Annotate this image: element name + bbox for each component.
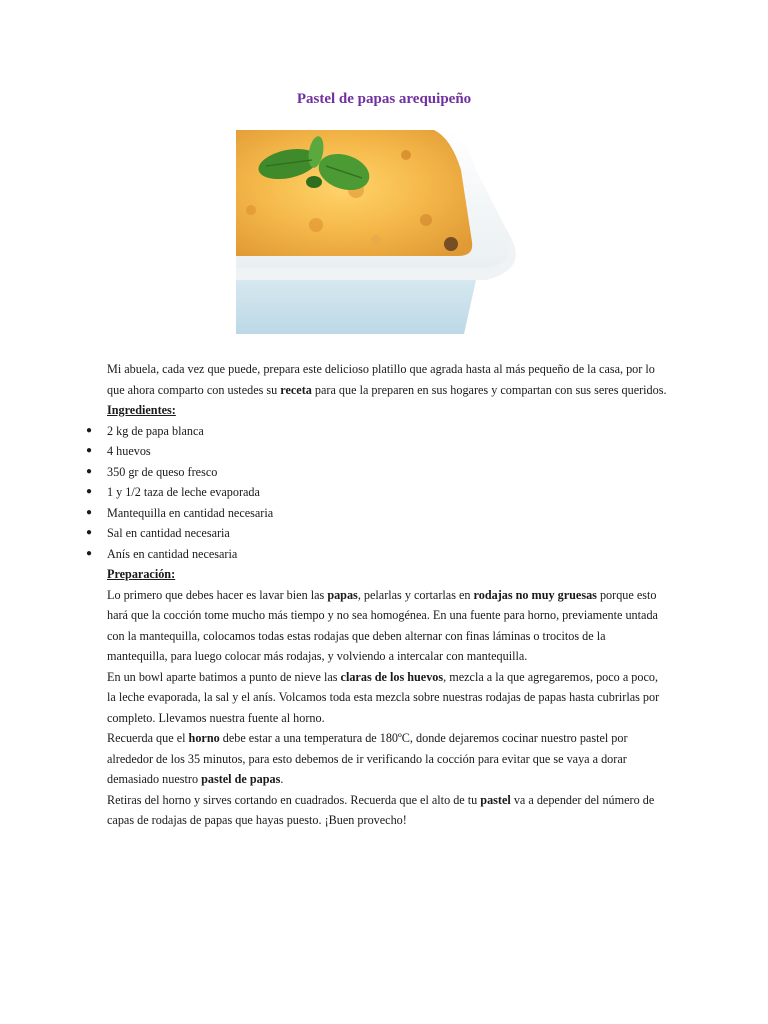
ingredient-item [86,503,667,524]
step1-text-1: Lo primero que debes hacer es lavar bien las [107,587,328,602]
ingredient-item [86,441,667,462]
step2-bold-1: claras de los huevos [340,669,444,684]
bullet-icon: ● [86,445,93,456]
step3-bold-2: pastel de papas [201,772,281,786]
ingredient-text: 350 gr de queso fresco [107,464,218,479]
step1-text-3: porque esto hará que la cocción tome mucho más tiempo y no sea homogénea. En una fuente para horno, previamente untada con la mantequilla, colocamos todas estas rodajas que deben alternar con finas láminas o trocitos de la mantequilla, para luego colocar más rodajas, y volviendo a intercalar con mantequilla. [107,587,658,663]
intro-bold-receta: receta [280,382,312,397]
step-paragraph-4 [107,790,667,831]
bullet-icon: ● [86,527,93,538]
recipe-body [86,359,667,831]
step3-text-1: Recuerda que el [107,731,189,745]
step1-bold-2: rodajas no muy gruesas [473,587,597,602]
bullet-icon: ● [86,486,93,497]
step3-text-2: debe estar a una temperatura de 180ºC, donde dejaremos cocinar nuestro pastel por alrededor de los 35 minutos, para esto debemos de ir verificando la cocción para evitar que se vaya a dorar demasiado nuestro [107,731,628,786]
ingredients-list [86,421,667,565]
preparation-heading: Preparación: [107,567,176,581]
intro-text-2: para que la preparen en sus hogares y compartan con sus seres queridos. [311,382,667,397]
ingredient-item [86,523,667,544]
step1-text-2: , pelarlas y cortarlas en [357,587,474,602]
ingredient-item [86,421,667,442]
bullet-icon: ● [86,547,93,559]
step-paragraph-1 [107,585,667,667]
ingredient-text: 1 y 1/2 taza de leche evaporada [107,485,260,499]
bullet-icon: ● [86,424,93,436]
step4-text-1: Retiras del horno y sirves cortando en cuadrados. Recuerda que el alto de tu [107,792,481,807]
step1-bold-1: papas [327,587,358,602]
bullet-icon: ● [86,465,93,477]
ingredient-item [86,544,667,565]
step4-text-2: va a depender del número de capas de rodajas de papas que hayas puesto. ¡Buen provecho! [107,792,655,827]
step-paragraph-2 [107,667,667,729]
step4-bold-1: pastel [480,792,511,807]
step3-bold-1: horno [188,731,220,745]
ingredient-text: Mantequilla en cantidad necesaria [107,505,274,520]
ingredient-text: 4 huevos [107,444,151,458]
ingredient-item [86,462,667,483]
ingredient-text: Anís en cantidad necesaria [107,546,238,561]
intro-text-1: Mi abuela, cada vez que puede, prepara este delicioso platillo que agrada hasta al más pequeño de la casa, por lo que ahora comparto con ustedes su [107,362,655,397]
step-paragraph-3 [107,728,667,790]
step3-text-3: . [280,772,284,786]
bullet-icon: ● [86,506,93,518]
casserole-photo [236,130,520,334]
ingredient-text: 2 kg de papa blanca [107,423,204,438]
step2-text-2: , mezcla a la que agregaremos, poco a poco, la leche evaporada, la sal y el anís. Volcamos toda esta mezcla sobre nuestras rodajas de papas hasta cubrirlas por completo. Llevamos nuestra fuente al horno. [107,669,660,725]
intro-paragraph [107,359,667,400]
ingredients-heading: Ingredientes: [107,403,176,417]
step2-text-1: En un bowl aparte batimos a punto de nieve las [107,669,341,684]
page-title: Pastel de papas arequipeño [296,91,472,107]
ingredient-item [86,482,667,503]
ingredient-text: Sal en cantidad necesaria [107,526,230,540]
